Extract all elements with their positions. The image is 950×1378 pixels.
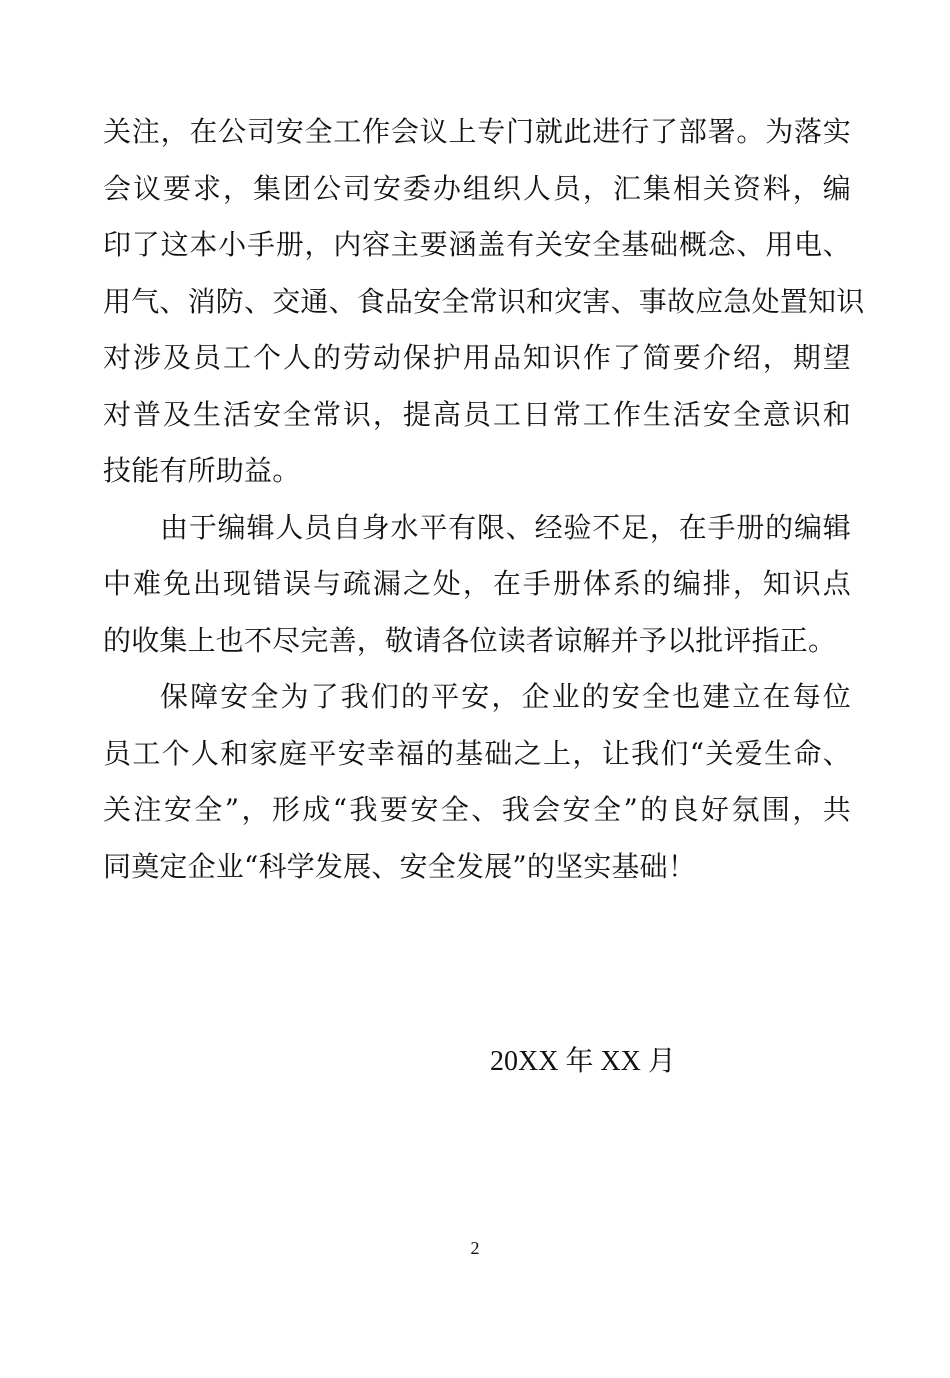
page-number: 2 xyxy=(470,1238,480,1258)
text-line: 对普及生活安全常识，提高员工日常工作生活安全意识和 xyxy=(103,397,851,431)
text-line: 同奠定企业“科学发展、安全发展”的坚实基础！ xyxy=(103,849,697,883)
text-line: 中难免出现错误与疏漏之处，在手册体系的编排，知识点 xyxy=(103,567,851,600)
paragraph-3 xyxy=(103,669,851,895)
text-line: 员工个人和家庭平安幸福的基础之上，让我们“关爱生命、 xyxy=(103,736,851,770)
text-line: 由于编辑人员自身水平有限、经验不足，在手册的编辑 xyxy=(160,510,851,544)
text-line: 技能有所助益。 xyxy=(103,454,301,487)
text-line: 印了这本小手册，内容主要涵盖有关安全基础概念、用电、 xyxy=(103,228,851,261)
document-date: 20XX 年 XX 月 xyxy=(490,1046,676,1077)
text-line: 关注，在公司安全工作会议上专门就此进行了部署。为落实 xyxy=(103,115,851,148)
paragraph-1 xyxy=(103,104,865,500)
text-line: 对涉及员工个人的劳动保护用品知识作了简要介绍，期望 xyxy=(103,341,851,374)
text-line: 关注安全”，形成“我要安全、我会安全”的良好氛围，共 xyxy=(103,793,851,826)
body-text xyxy=(103,104,865,895)
text-line: 用气、消防、交通、食品安全常识和灾害、事故应急处置知识 xyxy=(103,284,865,318)
text-line: 的收集上也不尽完善，敬请各位读者谅解并予以批评指正。 xyxy=(103,623,837,657)
paragraph-2 xyxy=(103,500,851,670)
text-line: 会议要求，集团公司安委办组织人员，汇集相关资料，编 xyxy=(103,171,851,205)
text-line: 保障安全为了我们的平安，企业的安全也建立在每位 xyxy=(160,680,851,713)
